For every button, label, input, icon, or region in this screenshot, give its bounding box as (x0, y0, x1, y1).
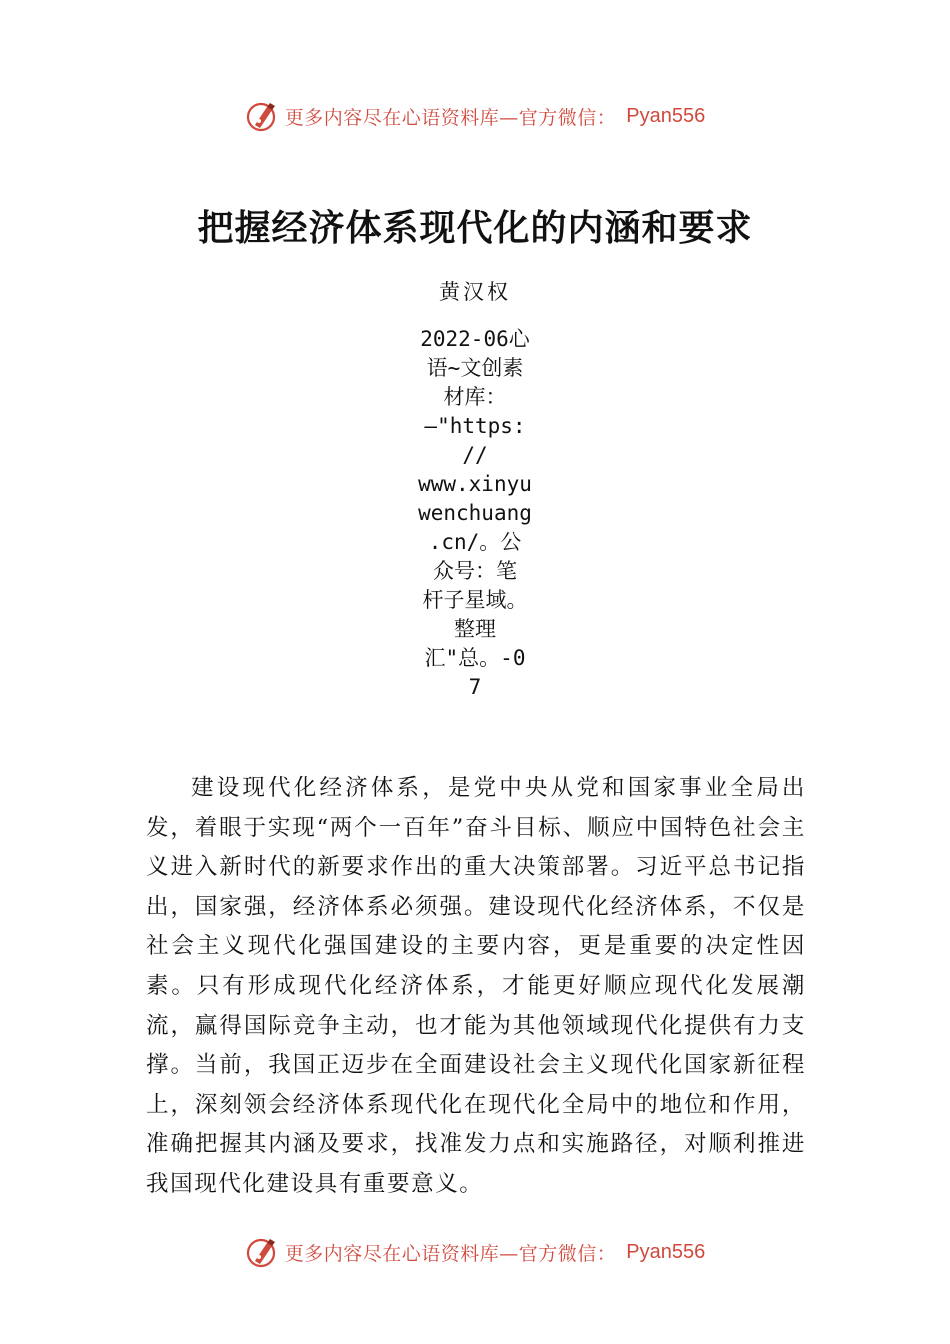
wechat-handle: Pyan556 (626, 104, 706, 127)
meta-line: —"https: (424, 414, 526, 438)
body-paragraph: 建设现代化经济体系，是党中央从党和国家事业全局出发，着眼于实现“两个一百年”奋斗目标、顺应中国特色社会主义进入新时代的新要求作出的重大决策部署。习近平总书记指出，国家强，经济体系必须强。建设现代化经济体系，不仅是社会主义现代化强国建设的主要内容，更是重要的决定性因素。只有形成现代化经济体系，才能更好顺应现代化发展潮流，赢得国际竞争主动，也才能为其他领域现代化提供有力支撑。当前，我国正迈步在全面建设社会主义现代化国家新征程上，深刻领会经济体系现代化在现代化全局中的地位和作用，准确把握其内涵及要求，找准发力点和实施路径，对顺利推进我国现代化建设具有重要意义。 (146, 775, 806, 1197)
banner-text: 更多内容尽在心语资料库—官方微信： (284, 1242, 617, 1265)
meta-line: www.xinyu (418, 472, 532, 496)
footer-banner (0, 1232, 950, 1272)
meta-line: 语~文创素 (426, 356, 524, 380)
wechat-handle: Pyan556 (626, 1240, 706, 1263)
meta-line: 杆子星域。 (422, 588, 528, 612)
meta-line: 7 (468, 675, 482, 699)
pen-nib-logo-icon (245, 99, 279, 133)
author-name: 黄汉权 (439, 280, 511, 304)
header-banner (0, 96, 950, 136)
meta-line: 整理 (454, 617, 496, 641)
meta-line: .cn/。公 (428, 530, 522, 554)
banner-text: 更多内容尽在心语资料库—官方微信： (284, 106, 617, 129)
meta-line: 2022-06心 (420, 327, 530, 351)
meta-line: 材库： (443, 385, 507, 409)
meta-line: 众号：笔 (433, 559, 517, 583)
meta-line: wenchuang (418, 501, 532, 525)
pen-nib-logo-icon (245, 1235, 279, 1269)
meta-line: 汇"总。-0 (424, 646, 526, 670)
source-meta-block (405, 325, 545, 702)
document-title: 把握经济体系现代化的内涵和要求 (197, 208, 753, 249)
meta-line: // (462, 443, 488, 467)
